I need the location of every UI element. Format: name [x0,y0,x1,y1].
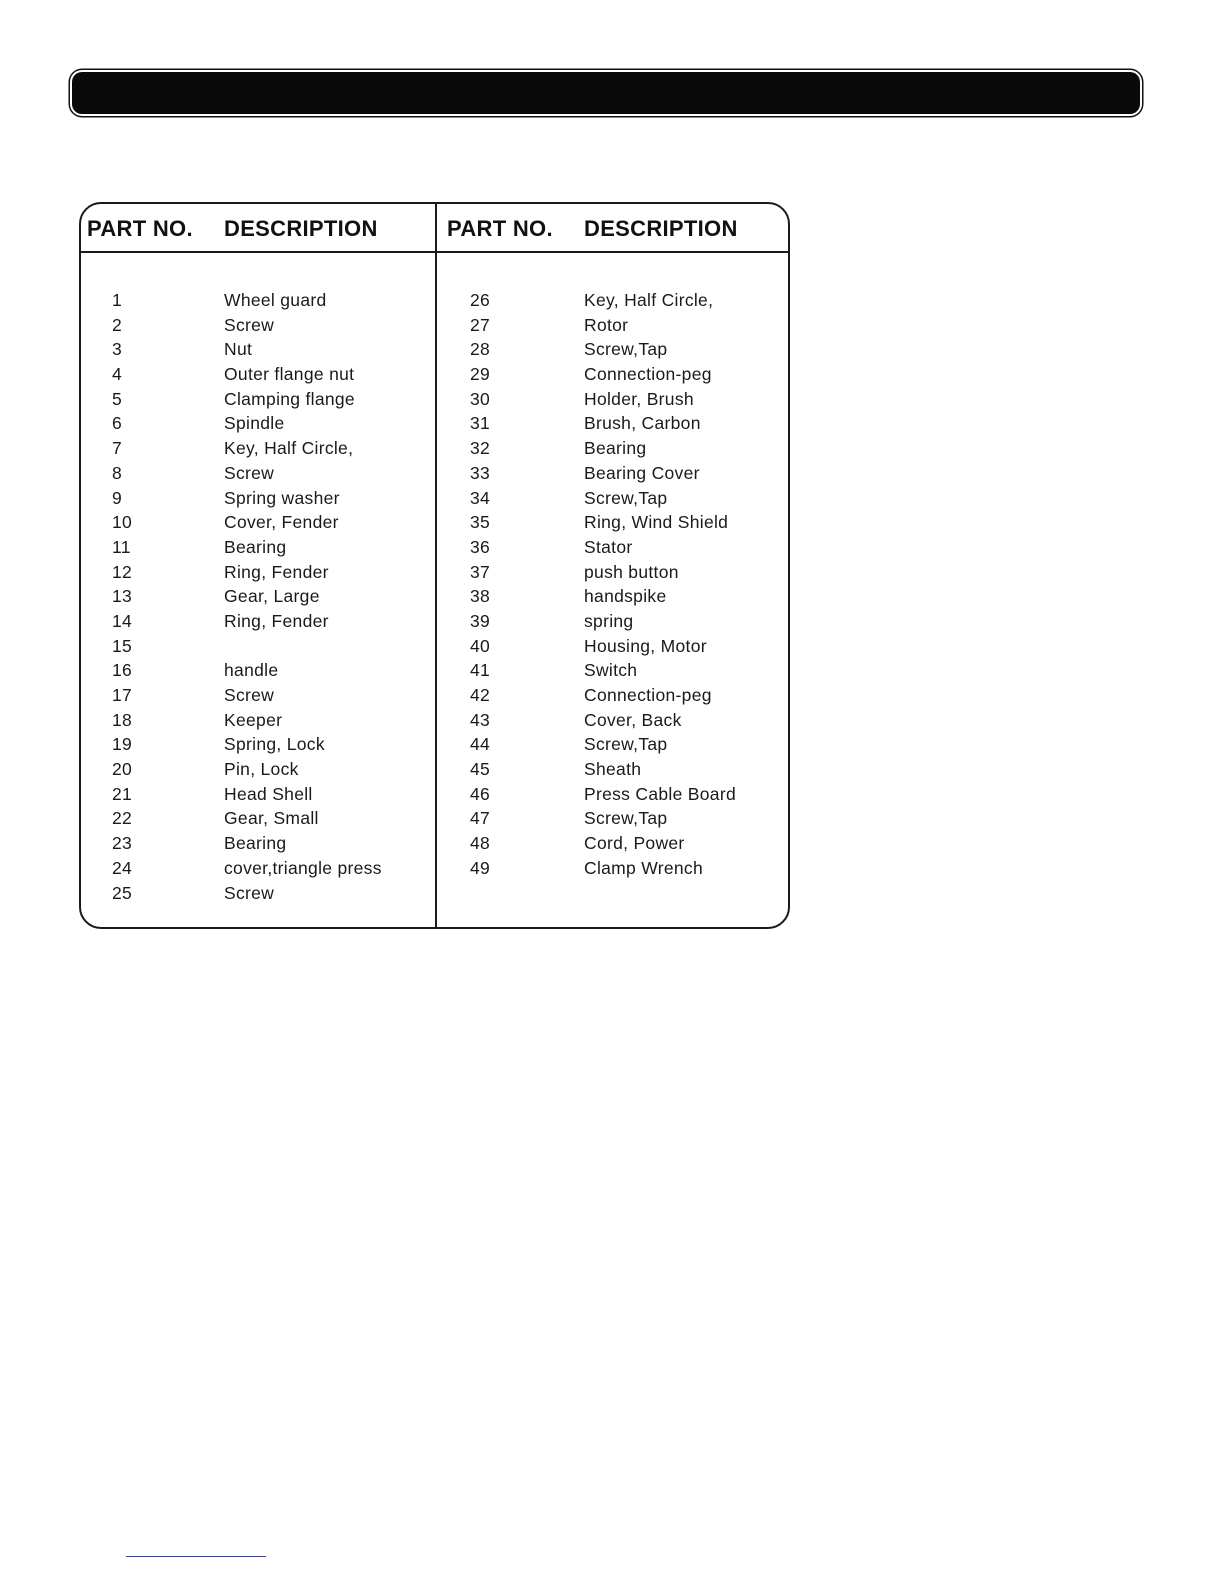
part-description: Pin, Lock [224,759,299,780]
part-number: 18 [112,709,133,730]
part-description: Bearing [224,536,287,557]
part-number: 33 [470,462,491,483]
part-number: 37 [470,561,491,582]
part-description: Head Shell [224,783,313,804]
part-number: 16 [112,660,133,681]
part-number: 13 [112,586,133,607]
part-number: 27 [470,314,491,335]
part-description: Bearing Cover [584,462,700,483]
right-description-header: DESCRIPTION [584,216,738,241]
part-number: 3 [112,339,123,360]
left-part-no-header: PART NO. [87,216,193,241]
part-number: 24 [112,857,133,878]
part-description: Switch [584,660,638,681]
footer-link-rule [126,1556,266,1557]
part-description: Screw,Tap [584,339,668,360]
part-number: 44 [470,734,491,755]
part-description: Sheath [584,759,642,780]
part-number: 30 [470,388,491,409]
part-number: 35 [470,512,491,533]
part-description: Screw,Tap [584,487,668,508]
part-description: Nut [224,339,253,360]
part-number: 25 [112,882,133,903]
part-number: 45 [470,759,491,780]
part-description: Bearing [224,833,287,854]
part-description: Ring, Fender [224,610,329,631]
part-description: Screw [224,314,275,335]
column-divider [435,204,437,927]
part-number: 11 [112,536,131,557]
part-number: 41 [470,660,491,681]
part-description: Ring, Fender [224,561,329,582]
part-description: Cover, Fender [224,512,339,533]
part-number: 9 [112,487,123,508]
part-description: Spring, Lock [224,734,325,755]
part-description: push button [584,561,679,582]
part-number: 1 [112,290,123,310]
part-number: 14 [112,610,133,631]
part-number: 40 [470,635,491,656]
part-description: handspike [584,586,667,607]
part-description: Gear, Large [224,586,320,607]
part-number: 49 [470,857,491,878]
part-number: 10 [112,512,133,533]
part-number: 29 [470,364,491,385]
part-description: Screw [224,462,275,483]
part-description: Housing, Motor [584,635,707,656]
part-description: Ring, Wind Shield [584,512,729,533]
part-description: Rotor [584,314,629,335]
part-description: Press Cable Board [584,783,736,804]
part-description: Screw [224,882,275,903]
parts-list-table [79,202,790,929]
part-description: Outer flange nut [224,364,355,385]
header-divider [81,251,788,253]
part-number: 39 [470,610,491,631]
part-number: 38 [470,586,491,607]
part-number: 36 [470,536,491,557]
part-description: Spring washer [224,487,340,508]
part-number: 7 [112,438,123,459]
part-number: 22 [112,808,133,829]
part-number: 8 [112,462,123,483]
part-description: Holder, Brush [584,388,694,409]
part-description: Key, Half Circle, [224,438,354,459]
part-description: Keeper [224,709,283,730]
part-description: Wheel guard [224,290,327,310]
part-number: 21 [112,783,133,804]
part-number: 46 [470,783,491,804]
part-description: handle [224,660,279,681]
part-number: 48 [470,833,491,854]
part-description: Screw,Tap [584,808,668,829]
part-description: Cover, Back [584,709,682,730]
part-description: spring [584,610,634,631]
part-description: Connection-peg [584,364,712,385]
part-number: 23 [112,833,133,854]
part-number: 32 [470,438,491,459]
part-number: 42 [470,685,491,705]
part-description: Stator [584,536,633,557]
part-number: 17 [112,685,133,705]
part-number: 6 [112,413,123,434]
part-number: 19 [112,734,133,755]
part-description: Screw,Tap [584,734,668,755]
part-description: Bearing [584,438,647,459]
part-number: 4 [112,364,123,385]
part-description: Clamp Wrench [584,857,704,878]
part-description: Clamping flange [224,388,355,409]
part-number: 43 [470,709,491,730]
section-title-bar [72,72,1140,114]
part-number: 47 [470,808,491,829]
part-description: Connection-peg [584,685,712,705]
part-description: Spindle [224,413,285,434]
left-description-header: DESCRIPTION [224,216,378,241]
part-number: 20 [112,759,133,780]
part-description: cover,triangle press [224,857,382,878]
part-description: Cord, Power [584,833,685,854]
part-number: 26 [470,290,491,310]
part-number: 5 [112,388,123,409]
part-description: Brush, Carbon [584,413,701,434]
part-description: Screw [224,685,275,705]
part-description: Key, Half Circle, [584,290,714,310]
part-description: Gear, Small [224,808,319,829]
part-number: 12 [112,561,133,582]
part-number: 2 [112,314,123,335]
part-number: 15 [112,635,133,656]
part-number: 31 [470,413,491,434]
part-number: 28 [470,339,491,360]
part-number: 34 [470,487,491,508]
right-part-no-header: PART NO. [447,216,553,241]
